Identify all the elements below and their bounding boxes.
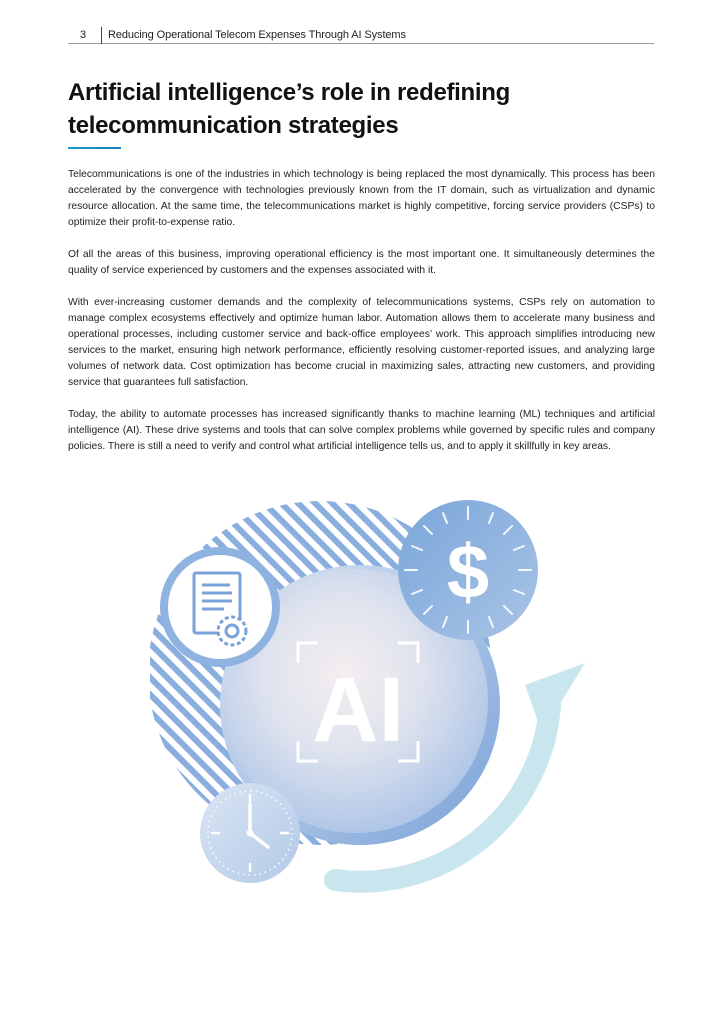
paragraph-2: Of all the areas of this business, improving operational efficiency is the most important one. It simultaneously determines the quality of service experienced by customers and the expenses associated with it. bbox=[68, 249, 655, 276]
dollar-coin-icon bbox=[398, 500, 538, 640]
running-title: Reducing Operational Telecom Expenses Through AI Systems bbox=[108, 29, 406, 41]
page-number: 3 bbox=[80, 29, 87, 41]
dollar-symbol: $ bbox=[446, 530, 490, 615]
ai-illustration bbox=[150, 495, 590, 895]
section-title: Artificial intelligence’s role in redefining telecommunication strategies bbox=[68, 79, 511, 139]
clock-icon bbox=[200, 783, 300, 883]
document-gear-icon bbox=[160, 547, 280, 667]
paragraph-1: Telecommunications is one of the industries in which technology is being replaced the most dynamically. This process has been accelerated by the convergence with technologies previously known from the IT domain, such as virtualization and dynamic resource allocation. At the same time, the telecommunications market is highly competitive, forcing service providers (CSPs) to optimize their profit-to-expense ratio. bbox=[68, 169, 655, 228]
running-header bbox=[68, 27, 654, 44]
paragraph-4: Today, the ability to automate processes has increased significantly thanks to machine learning (ML) techniques and artificial intelligence (AI). These drive systems and tools that can solve complex problems while governed by specific rules and company policies. There is still a need to verify and control what artificial intelligence tells us, and to apply it skillfully in key areas. bbox=[68, 409, 655, 452]
paragraph-3: With ever-increasing customer demands and the complexity of telecommunications systems, CSPs rely on automation to manage complex ecosystems effectively and optimize human labor. Automation allows them to accelerate many business and operational processes, including customer service and back-office employees’ work. This approach simplifies introducing new services to the market, ensuring high network performance, efficiently resolving customer-reported issues, and analyzing large volumes of network data. Cost optimization has become crucial in maximizing sales, attracting new customers, and providing service that guarantees full satisfaction. bbox=[68, 297, 655, 388]
title-underline bbox=[68, 147, 121, 149]
ai-label: AI bbox=[312, 659, 404, 761]
header-divider bbox=[101, 27, 102, 44]
illustration-svg bbox=[150, 495, 590, 895]
body-text bbox=[68, 167, 655, 471]
